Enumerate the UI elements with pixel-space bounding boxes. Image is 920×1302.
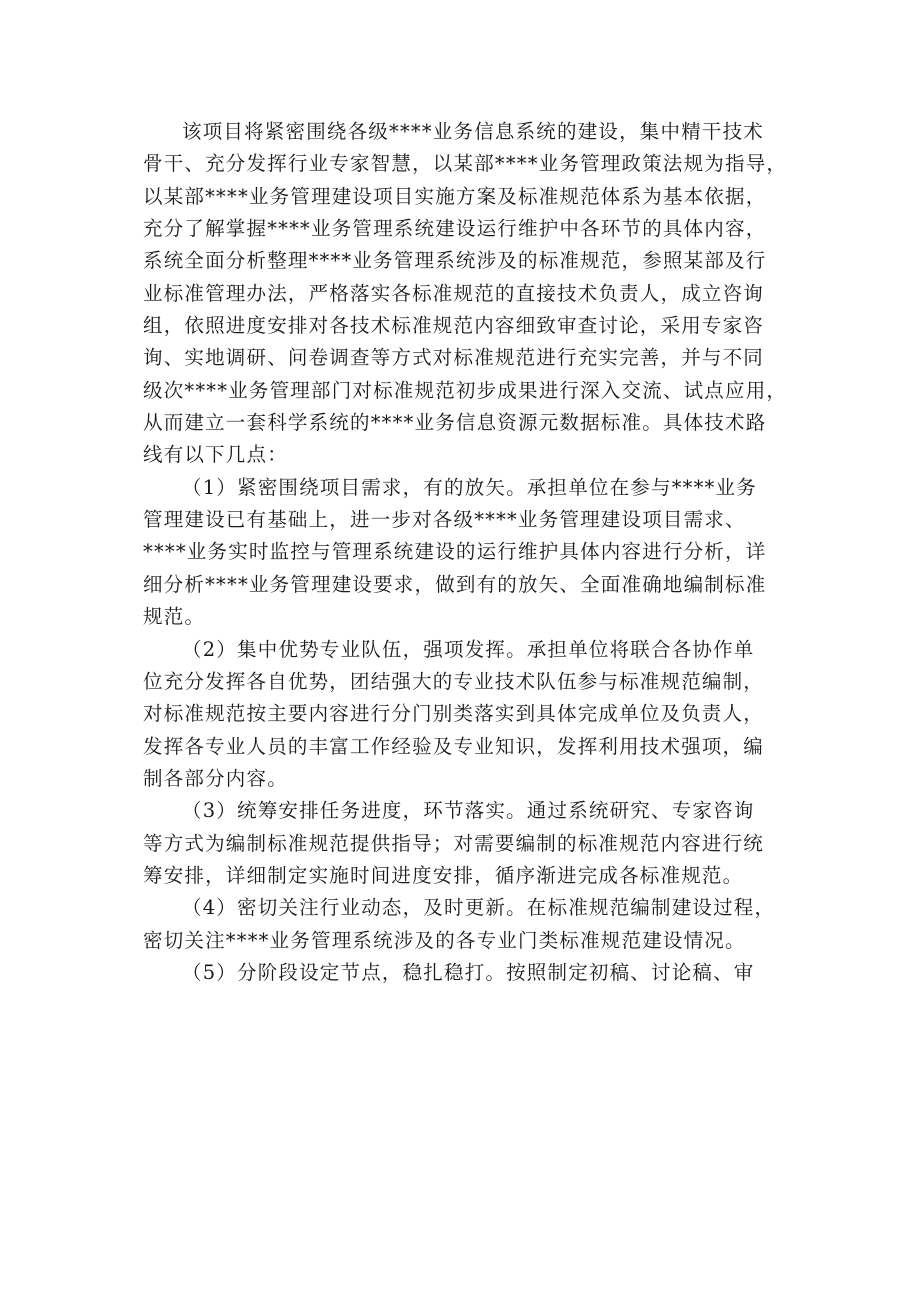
text-line: 该项目将紧密围绕各级****业务信息系统的建设，集中精干技术 — [182, 120, 765, 143]
text-line: （5）分阶段设定节点，稳扎稳打。按照制定初稿、讨论稿、审 — [182, 960, 755, 984]
text-line: 以某部****业务管理建设项目实施方案及标准规范体系为基本依据， — [143, 184, 767, 208]
text-line: 系统全面分析整理****业务管理系统涉及的标准规范，参照某部及行 — [143, 249, 767, 273]
text-line: （4）密切关注行业动态，及时更新。在标准规范编制建设过程， — [182, 896, 776, 920]
text-line: 密切关注****业务管理系统涉及的各专业门类标准规范建设情况。 — [143, 928, 746, 952]
text-line: 发挥各专业人员的丰富工作经验及专业知识，发挥利用技术强项，编 — [143, 734, 765, 758]
text-line: 线有以下几点： — [143, 443, 288, 467]
text-line: （2）集中优势专业队伍，强项发挥。承担单位将联合各协作单 — [182, 637, 755, 661]
text-line: 对标准规范按主要内容进行分门别类落实到具体完成单位及负责人， — [143, 702, 765, 726]
text-line: 位充分发挥各自优势，团结强大的专业技术队伍参与标准规范编制， — [143, 669, 765, 693]
text-line: 组，依照进度安排对各技术标准规范内容细致审查讨论，采用专家咨 — [143, 314, 765, 338]
text-line: 管理建设已有基础上，进一步对各级****业务管理建设项目需求、 — [143, 508, 746, 532]
text-line: 规范。 — [143, 605, 206, 629]
text-line: ****业务实时监控与管理系统建设的运行维护具体内容进行分析，详 — [143, 540, 767, 564]
text-line: 级次****业务管理部门对标准规范初步成果进行深入交流、试点应用， — [143, 378, 788, 402]
text-line: 从而建立一套科学系统的****业务信息资源元数据标准。具体技术路 — [143, 411, 767, 435]
text-line: 筹安排，详细制定实施时间进度安排，循序渐进完成各标准规范。 — [143, 863, 744, 887]
text-line: （3）统筹安排任务进度，环节落实。通过系统研究、专家咨询 — [182, 799, 755, 823]
text-line: 业标准管理办法，严格落实各标准规范的直接技术负责人，成立咨询 — [143, 281, 765, 305]
text-line: 询、实地调研、问卷调查等方式对标准规范进行充实完善，并与不同 — [143, 346, 765, 370]
body-text — [143, 116, 788, 989]
text-line: 制各部分内容。 — [143, 766, 288, 790]
text-line: 等方式为编制标准规范提供指导；对需要编制的标准规范内容进行统 — [143, 831, 765, 855]
text-line: 骨干、充分发挥行业专家智慧，以某部****业务管理政策法规为指导， — [143, 152, 788, 176]
text-line: 充分了解掌握****业务管理系统建设运行维护中各环节的具体内容， — [143, 217, 767, 241]
text-line: （1）紧密围绕项目需求，有的放矢。承担单位在参与****业务 — [182, 475, 757, 499]
text-line: 细分析****业务管理建设要求，做到有的放矢、全面准确地编制标准 — [143, 572, 767, 596]
